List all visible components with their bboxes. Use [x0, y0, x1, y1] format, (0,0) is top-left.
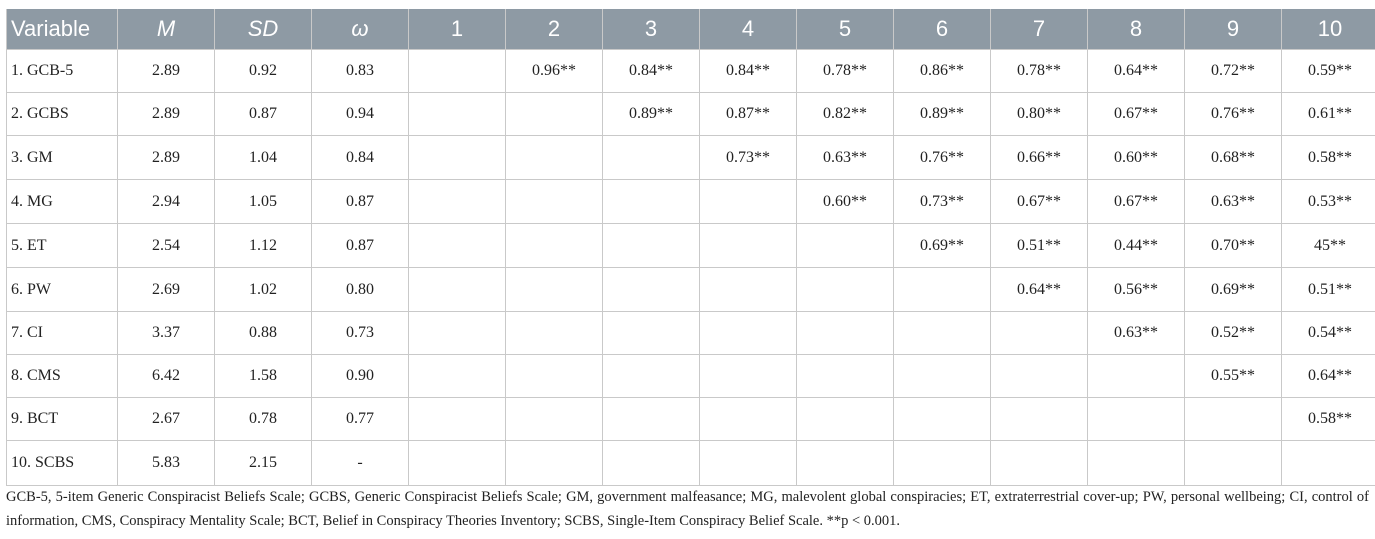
- table-header-row: [7, 9, 1375, 50]
- header-mean: M: [118, 9, 215, 50]
- table-cell: [797, 441, 894, 486]
- header-col-6: 6: [894, 9, 991, 50]
- table-row: [7, 93, 1375, 136]
- table-cell: 0.77: [312, 398, 409, 441]
- table-cell: [506, 398, 603, 441]
- table-cell: 0.86**: [894, 50, 991, 93]
- table-cell: [409, 224, 506, 268]
- table-cell: 0.78: [215, 398, 312, 441]
- table-cell: 0.51**: [991, 224, 1088, 268]
- table-cell: 2.67: [118, 398, 215, 441]
- table-row: [7, 268, 1375, 312]
- header-col-1: 1: [409, 9, 506, 50]
- table-cell: [1185, 441, 1282, 486]
- table-row: [7, 398, 1375, 441]
- table-cell: 1.05: [215, 180, 312, 224]
- table-cell: 0.64**: [1282, 355, 1375, 398]
- table-cell: [1185, 398, 1282, 441]
- table-cell: 0.87: [312, 224, 409, 268]
- table-cell: 2.89: [118, 50, 215, 93]
- table-cell: [700, 312, 797, 355]
- table-cell: [797, 355, 894, 398]
- table-cell: [894, 268, 991, 312]
- table-row: [7, 312, 1375, 355]
- table-cell: [603, 398, 700, 441]
- table-cell: [1088, 355, 1185, 398]
- table-cell: [700, 180, 797, 224]
- table-row: [7, 441, 1375, 486]
- header-col-5: 5: [797, 9, 894, 50]
- table-cell: 0.94: [312, 93, 409, 136]
- table-cell: 5.83: [118, 441, 215, 486]
- table-row: [7, 50, 1375, 93]
- table-cell: 0.84**: [603, 50, 700, 93]
- row-variable-label: 4. MG: [7, 180, 118, 224]
- table-cell: [1088, 398, 1185, 441]
- table-cell: 0.89**: [894, 93, 991, 136]
- table-cell: [506, 93, 603, 136]
- table-cell: 0.72**: [1185, 50, 1282, 93]
- table-cell: 0.73**: [894, 180, 991, 224]
- table-cell: 0.78**: [991, 50, 1088, 93]
- table-cell: 0.67**: [991, 180, 1088, 224]
- table-cell: [797, 398, 894, 441]
- table-cell: [506, 441, 603, 486]
- table-cell: 0.89**: [603, 93, 700, 136]
- table-cell: 0.83: [312, 50, 409, 93]
- table-cell: [603, 224, 700, 268]
- table-cell: 0.64**: [1088, 50, 1185, 93]
- table-cell: 6.42: [118, 355, 215, 398]
- table-cell: [894, 441, 991, 486]
- correlation-table-container: [6, 9, 1369, 486]
- table-cell: 0.67**: [1088, 180, 1185, 224]
- table-cell: 0.51**: [1282, 268, 1375, 312]
- table-cell: 0.73**: [700, 136, 797, 180]
- table-cell: [1282, 441, 1375, 486]
- table-cell: 0.76**: [894, 136, 991, 180]
- table-cell: 0.56**: [1088, 268, 1185, 312]
- table-cell: 0.70**: [1185, 224, 1282, 268]
- table-cell: [603, 268, 700, 312]
- table-cell: [603, 312, 700, 355]
- table-cell: [409, 50, 506, 93]
- row-variable-label: 9. BCT: [7, 398, 118, 441]
- table-cell: [409, 93, 506, 136]
- table-cell: [894, 398, 991, 441]
- table-cell: 0.96**: [506, 50, 603, 93]
- header-col-4: 4: [700, 9, 797, 50]
- table-row: [7, 224, 1375, 268]
- table-cell: 2.89: [118, 93, 215, 136]
- header-col-7: 7: [991, 9, 1088, 50]
- table-cell: [991, 355, 1088, 398]
- table-cell: -: [312, 441, 409, 486]
- table-cell: 0.69**: [1185, 268, 1282, 312]
- header-col-3: 3: [603, 9, 700, 50]
- table-cell: 1.04: [215, 136, 312, 180]
- table-cell: 0.82**: [797, 93, 894, 136]
- correlation-table: [6, 9, 1375, 486]
- table-cell: 0.80: [312, 268, 409, 312]
- table-cell: 0.80**: [991, 93, 1088, 136]
- table-cell: [603, 441, 700, 486]
- table-cell: 0.59**: [1282, 50, 1375, 93]
- table-cell: 0.63**: [1088, 312, 1185, 355]
- table-cell: [894, 312, 991, 355]
- table-cell: [894, 355, 991, 398]
- table-cell: [409, 355, 506, 398]
- table-row: [7, 136, 1375, 180]
- table-cell: 0.73: [312, 312, 409, 355]
- table-cell: [409, 136, 506, 180]
- header-omega: ω: [312, 9, 409, 50]
- table-cell: [700, 268, 797, 312]
- table-cell: 0.90: [312, 355, 409, 398]
- row-variable-label: 5. ET: [7, 224, 118, 268]
- header-sd: SD: [215, 9, 312, 50]
- table-body: [7, 50, 1375, 486]
- table-cell: [991, 441, 1088, 486]
- header-variable: Variable: [7, 9, 118, 50]
- table-cell: 2.54: [118, 224, 215, 268]
- table-cell: [603, 136, 700, 180]
- table-cell: 0.78**: [797, 50, 894, 93]
- header-col-10: 10: [1282, 9, 1375, 50]
- row-variable-label: 6. PW: [7, 268, 118, 312]
- table-cell: 45**: [1282, 224, 1375, 268]
- table-cell: [409, 268, 506, 312]
- row-variable-label: 8. CMS: [7, 355, 118, 398]
- table-cell: [797, 268, 894, 312]
- table-cell: [409, 312, 506, 355]
- table-cell: [506, 180, 603, 224]
- table-cell: 0.87**: [700, 93, 797, 136]
- table-cell: 0.60**: [797, 180, 894, 224]
- row-variable-label: 10. SCBS: [7, 441, 118, 486]
- table-cell: [409, 180, 506, 224]
- table-cell: [506, 355, 603, 398]
- header-col-8: 8: [1088, 9, 1185, 50]
- table-cell: 2.94: [118, 180, 215, 224]
- table-cell: 0.44**: [1088, 224, 1185, 268]
- table-cell: 0.63**: [1185, 180, 1282, 224]
- table-cell: [506, 268, 603, 312]
- table-row: [7, 180, 1375, 224]
- table-cell: [506, 136, 603, 180]
- table-cell: 0.63**: [797, 136, 894, 180]
- table-cell: 0.92: [215, 50, 312, 93]
- row-variable-label: 3. GM: [7, 136, 118, 180]
- table-cell: 0.64**: [991, 268, 1088, 312]
- header-col-2: 2: [506, 9, 603, 50]
- table-cell: [1088, 441, 1185, 486]
- table-cell: 3.37: [118, 312, 215, 355]
- table-cell: 2.69: [118, 268, 215, 312]
- header-col-9: 9: [1185, 9, 1282, 50]
- table-cell: [797, 224, 894, 268]
- table-cell: 2.15: [215, 441, 312, 486]
- table-footnote: GCB-5, 5-item Generic Conspiracist Beliefs Scale; GCBS, Generic Conspiracist Beliefs Scale; GM, government malfeasance; MG, malevolent global conspiracies; ET, extraterrestrial cover-up; PW, personal wellbeing; CI, control of information, CMS, Conspiracy Mentality Scale; BCT, Belief in Conspiracy Theories Inventory; SCBS, Single-Item Conspiracy Belief Scale. **p < 0.001.: [6, 489, 1369, 529]
- table-cell: 2.89: [118, 136, 215, 180]
- table-cell: 0.87: [312, 180, 409, 224]
- table-cell: 0.84: [312, 136, 409, 180]
- table-cell: 0.53**: [1282, 180, 1375, 224]
- table-cell: [603, 355, 700, 398]
- table-cell: [409, 398, 506, 441]
- table-cell: 1.12: [215, 224, 312, 268]
- table-cell: 0.58**: [1282, 398, 1375, 441]
- table-cell: 0.60**: [1088, 136, 1185, 180]
- table-cell: [991, 398, 1088, 441]
- table-cell: [700, 441, 797, 486]
- table-cell: 1.02: [215, 268, 312, 312]
- table-cell: [409, 441, 506, 486]
- table-cell: 0.68**: [1185, 136, 1282, 180]
- table-cell: 0.76**: [1185, 93, 1282, 136]
- table-cell: [700, 355, 797, 398]
- table-cell: [797, 312, 894, 355]
- table-cell: 0.58**: [1282, 136, 1375, 180]
- table-row: [7, 355, 1375, 398]
- table-cell: [700, 398, 797, 441]
- table-cell: 0.55**: [1185, 355, 1282, 398]
- table-cell: [506, 312, 603, 355]
- table-cell: [506, 224, 603, 268]
- table-cell: [603, 180, 700, 224]
- table-cell: 0.52**: [1185, 312, 1282, 355]
- table-cell: [991, 312, 1088, 355]
- table-cell: 0.54**: [1282, 312, 1375, 355]
- row-variable-label: 1. GCB-5: [7, 50, 118, 93]
- table-cell: 0.88: [215, 312, 312, 355]
- table-cell: [700, 224, 797, 268]
- table-cell: 0.69**: [894, 224, 991, 268]
- table-cell: 1.58: [215, 355, 312, 398]
- table-cell: 0.87: [215, 93, 312, 136]
- table-cell: 0.66**: [991, 136, 1088, 180]
- table-cell: 0.67**: [1088, 93, 1185, 136]
- table-cell: 0.61**: [1282, 93, 1375, 136]
- row-variable-label: 7. CI: [7, 312, 118, 355]
- table-cell: 0.84**: [700, 50, 797, 93]
- row-variable-label: 2. GCBS: [7, 93, 118, 136]
